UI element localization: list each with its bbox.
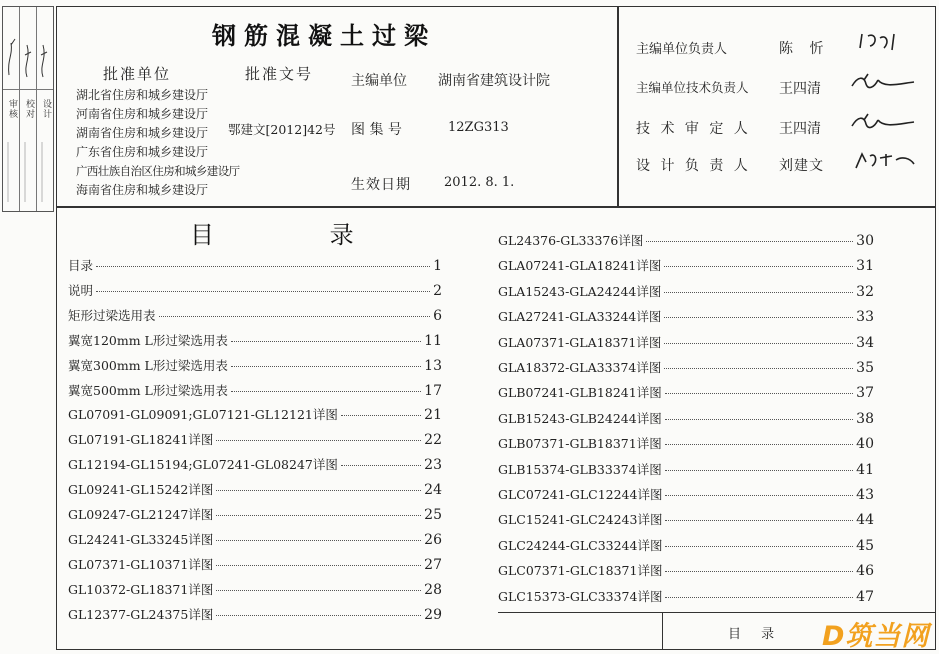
toc-entry-title: GL24241-GL33245详图 <box>68 531 214 547</box>
toc-entry-page: 21 <box>424 407 442 424</box>
person-chief-tech-head: 王四清 <box>779 81 821 97</box>
chief-unit-label: 主编单位 <box>351 73 407 89</box>
toc-entry[interactable] <box>498 333 874 353</box>
toc-leader-dots <box>216 565 421 566</box>
toc-entry-title: GLA27241-GLA33244详图 <box>498 309 662 325</box>
toc-leader-dots <box>216 440 421 441</box>
toc-entry-title: GL07371-GL10371详图 <box>68 556 214 572</box>
toc-leader-dots <box>665 571 853 572</box>
toc-entry-page: 40 <box>856 436 874 453</box>
chief-unit-value: 湖南省建筑设计院 <box>438 73 550 89</box>
toc-leader-dots <box>216 590 421 591</box>
toc-entry[interactable] <box>498 282 874 302</box>
toc-leader-dots <box>665 520 853 521</box>
approve-doc-value: 鄂建文[2012]42号 <box>228 122 336 137</box>
atlas-no-value: 12ZG313 <box>448 120 509 135</box>
footer-rule <box>498 612 936 613</box>
toc-leader-dots <box>665 470 853 471</box>
toc-entry-page: 29 <box>424 606 442 623</box>
header-divider <box>617 6 619 206</box>
toc-leader-dots <box>231 366 421 367</box>
approve-unit-item: 广西壮族自治区住房和城乡建设厅 <box>76 164 240 178</box>
toc-entry[interactable] <box>498 536 874 556</box>
toc-entry-title: 目录 <box>68 258 94 273</box>
toc-leader-dots <box>665 597 853 598</box>
toc-entry[interactable] <box>498 358 874 378</box>
toc-leader-dots <box>665 419 853 420</box>
toc-entry-page: 27 <box>424 556 442 573</box>
toc-leader-dots <box>216 515 421 516</box>
toc-entry[interactable] <box>498 460 874 480</box>
role-tech-reviewer: 技 术 审 定 人 <box>636 121 751 137</box>
toc-entry-title: GL09247-GL21247详图 <box>68 507 214 522</box>
toc-leader-dots <box>341 415 421 416</box>
toc-entry-title: GLA07371-GLA18371详图 <box>498 334 662 350</box>
signature-design-lead-icon <box>852 148 922 172</box>
toc-entry-page: 2 <box>433 282 442 299</box>
toc-entry[interactable] <box>68 306 442 326</box>
toc-entry-title: GLB07371-GLB18371详图 <box>498 436 662 452</box>
toc-leader-dots <box>665 393 853 394</box>
strip-label-design: 设计 <box>41 99 51 119</box>
toc-entry-title: GLC07241-GLC12244详图 <box>498 487 663 502</box>
toc-leader-dots <box>96 266 430 267</box>
toc-leader-dots <box>231 341 421 342</box>
toc-entry-title: GLC15373-GLC33374详图 <box>498 588 663 604</box>
toc-entry[interactable] <box>498 231 874 251</box>
toc-leader-dots <box>341 465 421 466</box>
toc-entry[interactable] <box>68 505 442 525</box>
signature-strip <box>2 6 54 212</box>
role-chief-unit-head: 主编单位负责人 <box>636 42 728 57</box>
watermark-logo-text: D筑当网 <box>822 621 930 652</box>
toc-leader-dots <box>216 615 421 616</box>
toc-entry-page: 30 <box>856 233 874 249</box>
footer-divider <box>662 612 663 650</box>
toc-entry-title: GLC24244-GLC33244详图 <box>498 537 663 553</box>
toc-entry-page: 26 <box>424 531 442 548</box>
toc-entry-page: 28 <box>424 581 442 598</box>
toc-leader-dots <box>665 444 853 445</box>
toc-leader-dots <box>664 317 853 318</box>
header-bottom-rule <box>56 206 936 208</box>
role-design-lead: 设 计 负 责 人 <box>636 158 751 174</box>
effective-date-value: 2012. 8. 1. <box>444 175 515 190</box>
signature-chief-unit-head-icon <box>856 30 926 54</box>
toc-entry-page: 32 <box>856 283 874 300</box>
toc-leader-dots <box>216 540 421 541</box>
toc-entry-title: 说明 <box>68 282 94 298</box>
page-title: 钢筋混凝土过梁 <box>212 22 436 50</box>
toc-title: 目 录 <box>190 221 408 249</box>
toc-entry-title: GL10372-GL18371详图 <box>68 581 214 597</box>
toc-entry-title: 翼宽500mm L形过梁选用表 <box>68 382 228 398</box>
toc-entry-title: GL12377-GL24375详图 <box>68 606 214 622</box>
toc-entry[interactable] <box>498 307 874 327</box>
approve-unit-item: 湖南省住房和城乡建设厅 <box>76 126 209 140</box>
toc-entry-page: 35 <box>856 360 874 376</box>
toc-entry-page: 41 <box>856 461 874 478</box>
toc-entry[interactable] <box>68 455 442 475</box>
person-tech-reviewer: 王四清 <box>779 121 821 137</box>
effective-date-label: 生效日期 <box>351 177 411 193</box>
toc-entry-page: 44 <box>856 512 874 529</box>
toc-entry-page: 1 <box>433 258 442 274</box>
toc-leader-dots <box>646 241 853 242</box>
toc-entry-page: 43 <box>856 487 874 503</box>
person-design-lead: 刘建文 <box>779 158 824 174</box>
toc-entry-title: GLB15243-GLB24244详图 <box>498 410 662 426</box>
toc-entry-page: 17 <box>424 382 442 399</box>
toc-entry[interactable] <box>68 381 442 401</box>
signature-chief-tech-head-icon <box>848 70 918 94</box>
toc-entry-page: 46 <box>856 563 874 580</box>
role-chief-tech-head: 主编单位技术负责人 <box>636 80 749 95</box>
toc-entry[interactable] <box>498 587 874 607</box>
toc-entry-page: 45 <box>856 537 874 554</box>
toc-leader-dots <box>231 391 421 392</box>
strip-label-check: 校对 <box>24 99 34 119</box>
watermark-logo <box>822 614 929 653</box>
toc-entry-title: GLA15243-GLA24244详图 <box>498 283 662 299</box>
toc-entry-page: 6 <box>433 307 442 324</box>
toc-entry-page: 24 <box>424 482 442 499</box>
toc-entry[interactable] <box>68 331 442 351</box>
toc-leader-dots <box>665 495 853 496</box>
toc-leader-dots <box>216 490 421 491</box>
toc-entry-title: GLB07241-GLB18241详图 <box>498 385 662 401</box>
toc-entry-title: 翼宽120mm L形过梁选用表 <box>68 332 228 348</box>
person-chief-unit-head: 陈 忻 <box>779 41 830 57</box>
approve-unit-item: 河南省住房和城乡建设厅 <box>76 107 209 121</box>
toc-entry-title: GLC07371-GLC18371详图 <box>498 563 663 579</box>
toc-entry[interactable] <box>498 485 874 505</box>
toc-entry-page: 22 <box>424 432 442 449</box>
toc-entry[interactable] <box>68 605 442 625</box>
toc-leader-dots <box>664 343 853 344</box>
atlas-no-label: 图 集 号 <box>351 122 402 138</box>
approve-unit-label: 批准单位 <box>103 65 172 83</box>
toc-entry[interactable] <box>498 383 874 403</box>
approve-units-list <box>76 86 240 200</box>
toc-leader-dots <box>665 546 853 547</box>
toc-entry[interactable] <box>68 281 442 301</box>
toc-entry-page: 47 <box>856 588 874 605</box>
toc-entry-page: 33 <box>856 309 874 326</box>
toc-entry[interactable] <box>68 430 442 450</box>
toc-entry[interactable] <box>68 555 442 575</box>
toc-entry-title: GL24376-GL33376详图 <box>498 233 644 248</box>
toc-entry-title: GLA18372-GLA33374详图 <box>498 360 662 375</box>
toc-entry-title: GL09241-GL15242详图 <box>68 482 214 498</box>
toc-leader-dots <box>664 292 853 293</box>
toc-entry-title: GL07091-GL09091;GL07121-GL12121详图 <box>68 407 338 423</box>
signature-tech-reviewer-icon <box>848 110 918 134</box>
toc-entry[interactable] <box>498 561 874 581</box>
toc-entry[interactable] <box>498 256 874 276</box>
toc-entry-page: 25 <box>424 507 442 523</box>
toc-leader-dots <box>664 368 853 369</box>
toc-entry-title: 矩形过梁选用表 <box>68 307 156 323</box>
toc-entry[interactable] <box>68 580 442 600</box>
toc-entry[interactable] <box>68 356 442 376</box>
toc-entry[interactable] <box>68 405 442 425</box>
toc-entry[interactable] <box>68 256 442 276</box>
toc-entry-page: 11 <box>424 332 442 349</box>
toc-entry-page: 37 <box>856 385 874 402</box>
toc-entry-title: GLC15241-GLC24243详图 <box>498 512 663 528</box>
strip-stamp-icon <box>3 137 53 207</box>
toc-entry-title: GLA07241-GLA18241详图 <box>498 258 662 274</box>
toc-leader-dots <box>664 266 853 267</box>
toc-entry-page: 31 <box>856 258 874 275</box>
toc-entry[interactable] <box>498 434 874 454</box>
toc-leader-dots <box>159 316 431 317</box>
toc-entry-page: 23 <box>424 457 442 474</box>
footer-sheet-title: 目 录 <box>728 627 783 642</box>
approve-unit-item: 湖北省住房和城乡建设厅 <box>76 88 209 102</box>
toc-entry[interactable] <box>498 409 874 429</box>
toc-leader-dots <box>96 291 430 292</box>
toc-entry-title: GL12194-GL15194;GL07241-GL08247详图 <box>68 457 338 473</box>
toc-entry-page: 13 <box>424 357 442 374</box>
approve-unit-item: 广东省住房和城乡建设厅 <box>76 145 209 159</box>
toc-entry-title: GLB15374-GLB33374详图 <box>498 461 662 477</box>
toc-entry-page: 34 <box>856 334 874 351</box>
approve-unit-item: 海南省住房和城乡建设厅 <box>76 183 209 197</box>
toc-entry[interactable] <box>68 530 442 550</box>
toc-entry-title: GL07191-GL18241详图 <box>68 432 214 448</box>
toc-entry[interactable] <box>498 510 874 530</box>
toc-entry-page: 38 <box>856 410 874 427</box>
toc-entry-title: 翼宽300mm L形过梁选用表 <box>68 357 228 373</box>
strip-signatures-icon <box>3 15 53 85</box>
strip-label-review: 审核 <box>7 99 17 119</box>
approve-doc-label: 批准文号 <box>245 65 314 83</box>
toc-entry[interactable] <box>68 480 442 500</box>
